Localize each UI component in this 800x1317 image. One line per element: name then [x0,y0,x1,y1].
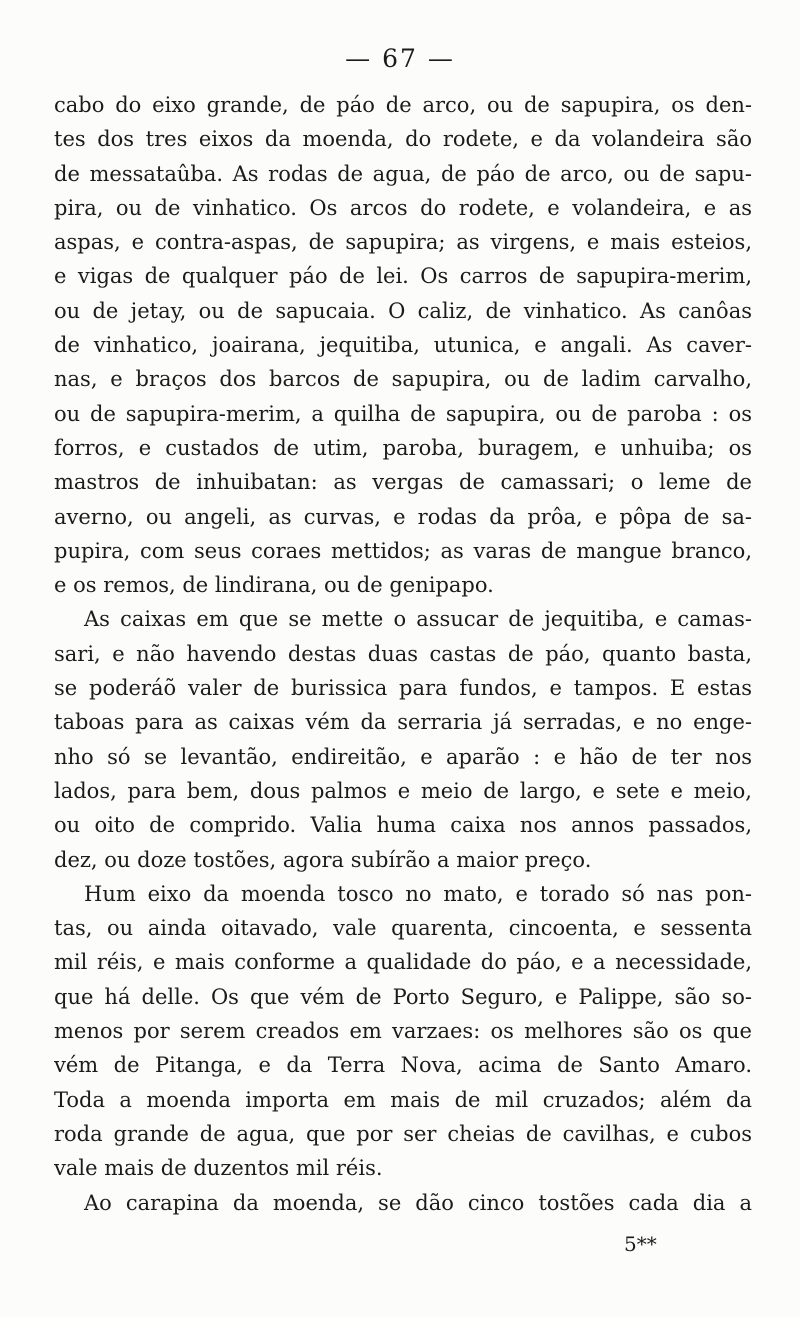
body-text [54,88,752,1220]
text-line: sari, e não havendo destas duas castas de páo, quanto basta, [54,641,752,666]
text-line: roda grande de agua, que por ser cheias de cavilhas, e cubos [54,1121,752,1146]
printer-signature-mark: 5** [624,1232,657,1256]
text-line: vale mais de duzentos mil réis. [54,1156,383,1181]
text-line: taboas para as caixas vém da serraria já serradas, e no enge- [54,710,752,735]
text-line: de vinhatico, joairana, jequitiba, utunica, e angali. As caver- [54,333,752,358]
text-line: nas, e braços dos barcos de sapupira, ou de ladim carvalho, [54,367,752,392]
text-line: cabo do eixo grande, de páo de arco, ou de sapupira, os den- [54,93,752,117]
text-line: aspas, e contra-aspas, de sapupira; as virgens, e mais esteios, [54,230,752,255]
page-number-header: — 67 — [345,44,455,73]
text-line: mastros de inhuibatan: as vergas de camassari; o leme de [54,470,752,495]
text-line: de messataûba. As rodas de agua, de páo de arco, ou de sapu- [54,161,752,186]
text-line: ou oito de comprido. Valia huma caixa nos annos passados, [54,813,752,838]
text-line: que há delle. Os que vém de Porto Seguro, e Palippe, são so- [54,984,752,1009]
paragraph-start-line: As caixas em que se mette o assucar de jequitiba, e camas- [84,607,752,632]
text-line: dez, ou doze tostões, agora subírão a maior preço. [54,847,592,872]
text-line: se poderáõ valer de burissica para fundos, e tampos. E estas [54,676,752,701]
text-line: tas, ou ainda oitavado, vale quarenta, cincoenta, e sessenta [54,916,752,941]
text-line: Toda a moenda importa em mais de mil cruzados; além da [54,1087,752,1112]
text-line: tes dos tres eixos da moenda, do rodete, e da volandeira são [54,127,752,152]
text-line: vém de Pitanga, e da Terra Nova, acima de Santo Amaro. [54,1053,752,1078]
text-line: lados, para bem, dous palmos e meio de largo, e sete e meio, [54,778,752,803]
text-line: mil réis, e mais conforme a qualidade do páo, e a necessidade, [54,950,752,975]
text-line: forros, e custados de utim, paroba, buragem, e unhuiba; os [54,435,752,460]
text-line: nho só se levantão, endireitão, e aparão : e hão de ter nos [54,744,752,769]
text-line: ou de sapupira-merim, a quilha de sapupira, ou de paroba : os [54,401,752,426]
paragraph-start-line: Ao carapina da moenda, se dão cinco tostões cada dia a [84,1190,752,1215]
paragraph-start-line: Hum eixo da moenda tosco no mato, e torado só nas pon- [84,881,752,906]
text-line: e vigas de qualquer páo de lei. Os carros de sapupira-merim, [54,264,752,289]
text-line: ou de jetay, ou de sapucaia. O caliz, de vinhatico. As canôas [54,298,752,323]
text-line: menos por serem creados em varzaes: os melhores são os que [54,1019,752,1044]
text-line: averno, ou angeli, as curvas, e rodas da prôa, e pôpa de sa- [54,504,752,529]
text-line: pira, ou de vinhatico. Os arcos do rodete, e volandeira, e as [54,195,752,220]
text-line: pupira, com seus coraes mettidos; as varas de mangue branco, [54,538,752,563]
text-line: e os remos, de lindirana, ou de genipapo. [54,573,494,598]
